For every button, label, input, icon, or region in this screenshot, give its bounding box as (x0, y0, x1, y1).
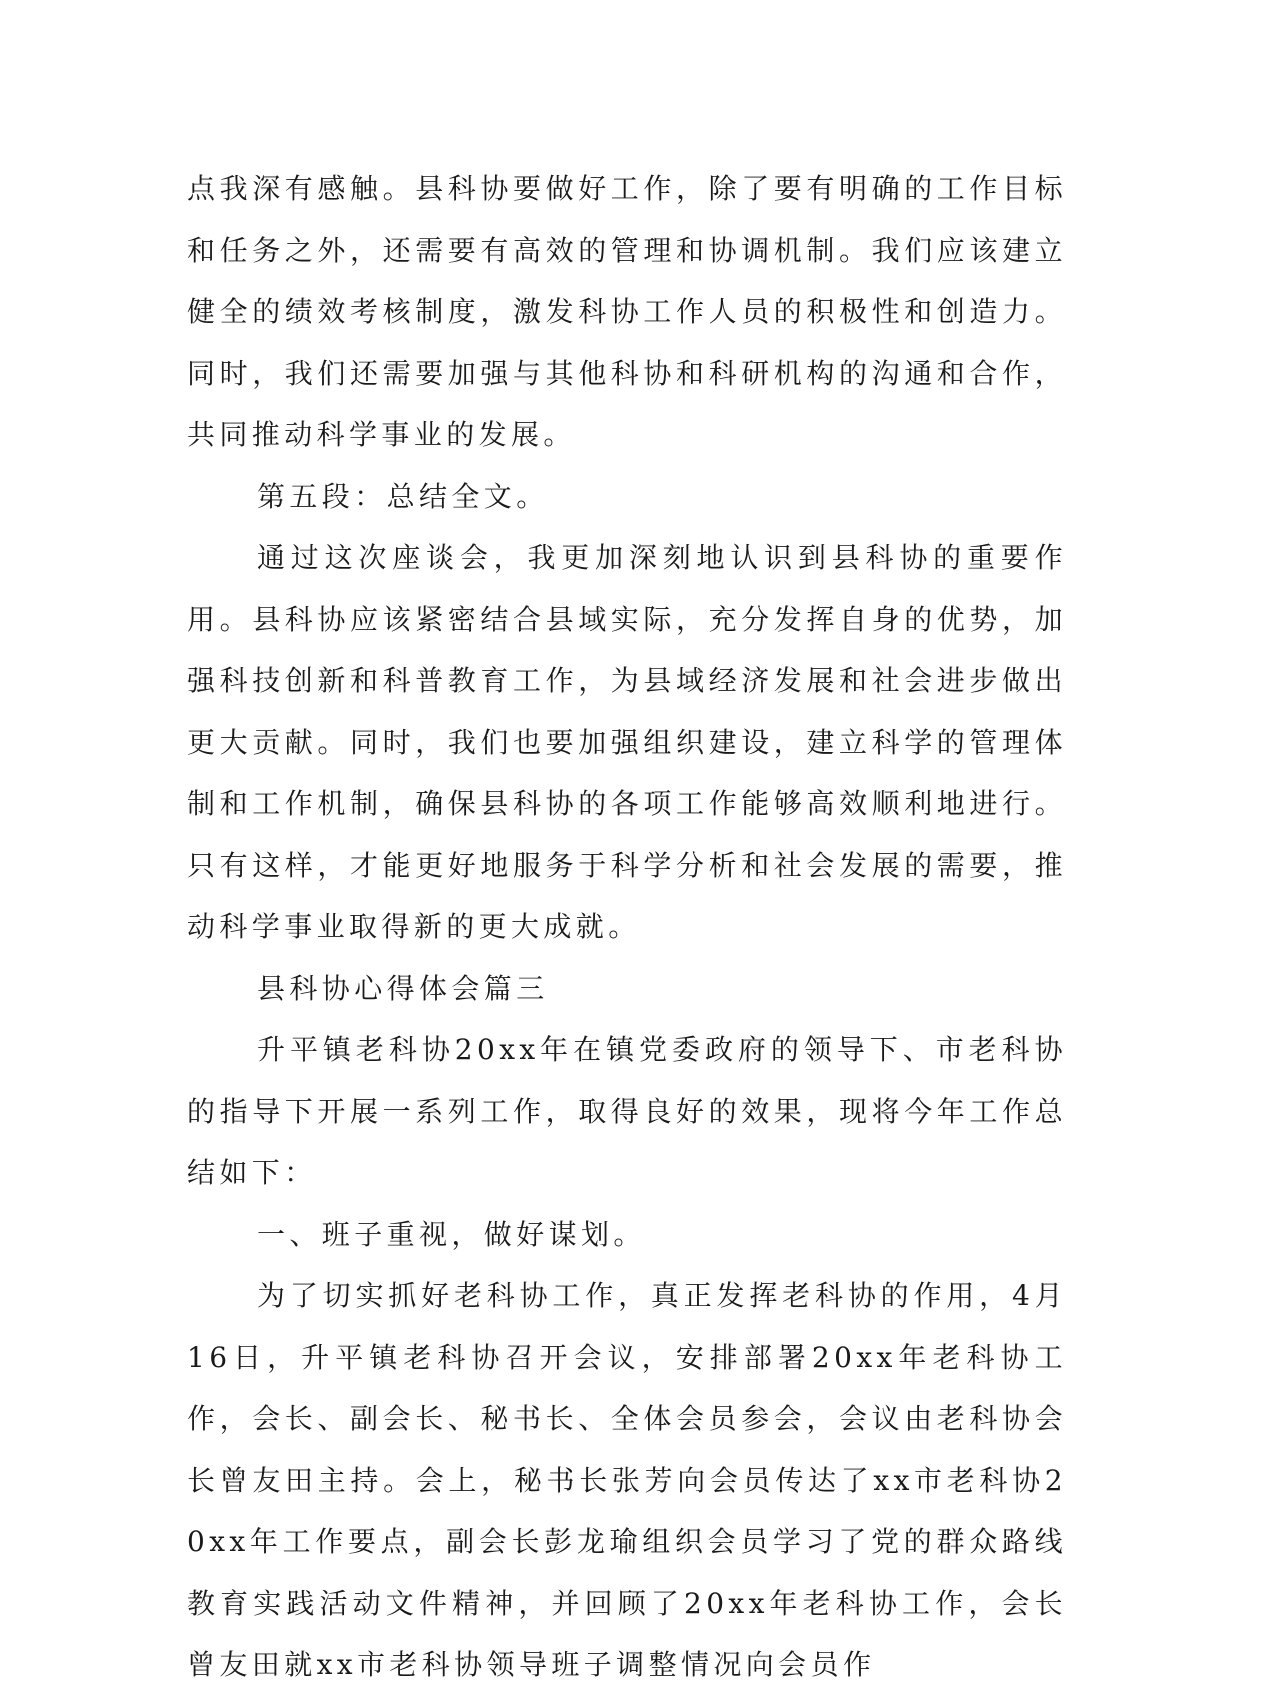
document-body (187, 158, 1067, 1696)
section-heading-summary: 第五段：总结全文。 (257, 479, 549, 513)
paragraph-summary: 通过这次座谈会，我更加深刻地认识到县科协的重要作用。县科协应该紧密结合县域实际，充分发挥自身的优势，加强科技创新和科普教育工作，为县域经济发展和社会进步做出更大贡献。同时，我们也要加强组织建设，建立科学的管理体制和工作机制，确保县科协的各项工作能够高效顺利地进行。只有这样，才能更好地服务于科学分析和社会发展的需要，推动科学事业取得新的更大成就。 (187, 541, 1067, 943)
article-title-part-three: 县科协心得体会篇三 (257, 971, 549, 1005)
section-heading-leadership: 一、班子重视，做好谋划。 (257, 1217, 646, 1251)
paragraph-continuation: 点我深有感触。县科协要做好工作，除了要有明确的工作目标和任务之外，还需要有高效的管理和协调机制。我们应该建立健全的绩效考核制度，激发科协工作人员的积极性和创造力。同时，我们还需要加强与其他科协和科研机构的沟通和合作，共同推动科学事业的发展。 (187, 172, 1067, 451)
paragraph-intro: 升平镇老科协20xx年在镇党委政府的领导下、市老科协的指导下开展一系列工作，取得良好的效果，现将今年工作总结如下： (187, 1033, 1067, 1189)
paragraph-meeting: 为了切实抓好老科协工作，真正发挥老科协的作用，4月16日，升平镇老科协召开会议，安排部署20xx年老科协工作，会长、副会长、秘书长、全体会员参会，会议由老科协会长曾友田主持。会上，秘书长张芳向会员传达了xx市老科协20xx年工作要点，副会长彭龙瑜组织会员学习了党的群众路线教育实践活动文件精神，并回顾了20xx年老科协工作，会长曾友田就xx市老科协领导班子调整情况向会员作 (187, 1279, 1067, 1681)
